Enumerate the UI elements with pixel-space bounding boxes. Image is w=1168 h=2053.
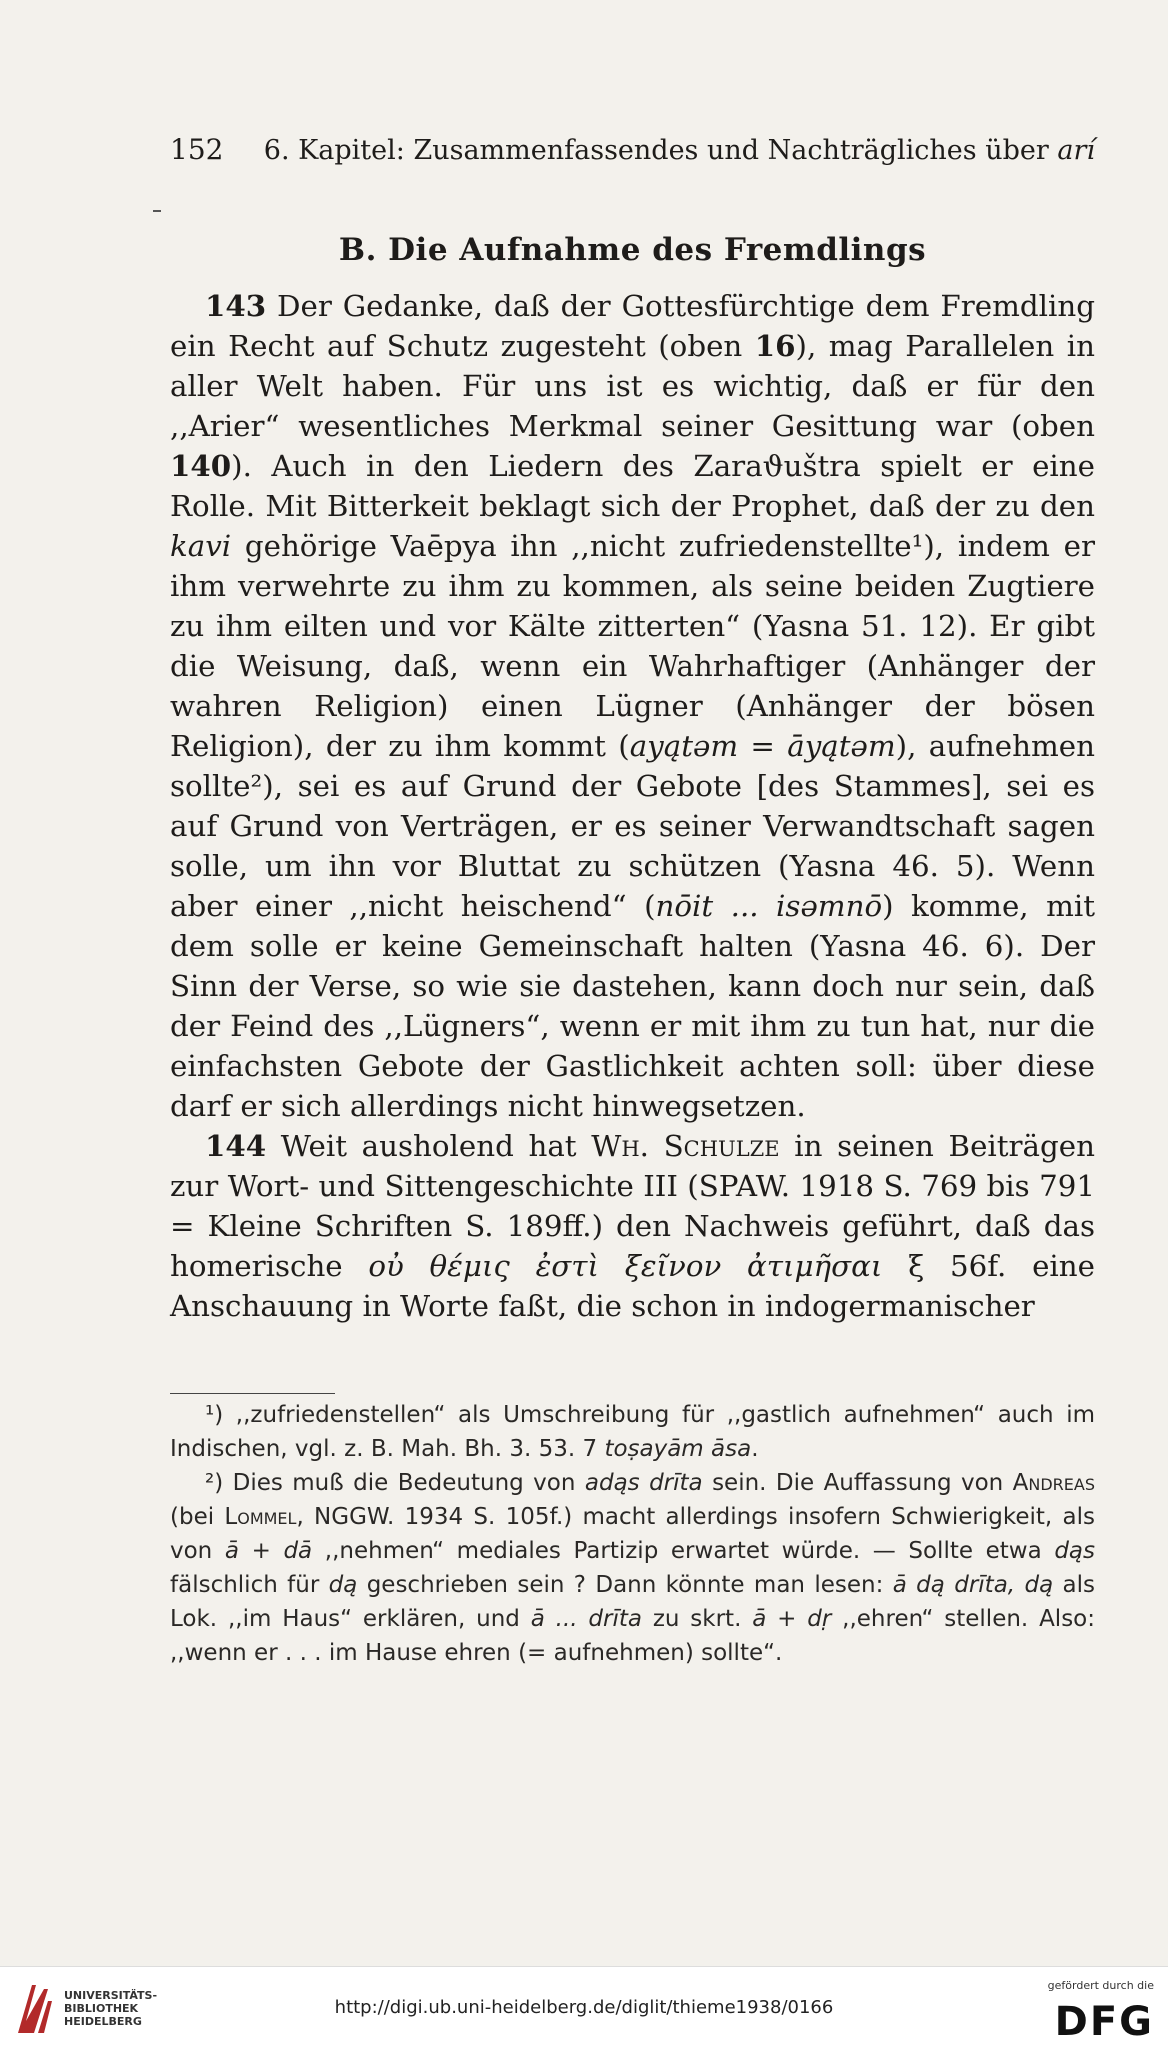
library-name: UNIVERSITÄTS- BIBLIOTHEK HEIDELBERG (64, 1989, 158, 2028)
main-text (170, 286, 1095, 1326)
page-number: 152 (170, 133, 224, 166)
footnote-1: ¹) ,,zufriedenstellen“ als Umschreibung für ,,gastlich aufnehmen“ auch im Indischen, vgl. z. B. Mah. Bh. 3. 53. 7 toṣayām āsa. (170, 1402, 1095, 1462)
running-header (170, 133, 1095, 166)
margin-mark (153, 210, 161, 212)
section-title: B. Die Aufnahme des Fremdlings (338, 232, 927, 268)
paragraph-number: 144 (205, 1128, 267, 1163)
dfg-logo: DFG (1054, 1999, 1154, 2045)
author-name: Wh. Schulze (591, 1129, 780, 1163)
paragraph-number: 143 (205, 288, 267, 323)
italic-term: ayątəm = āyątəm (629, 729, 896, 763)
viewer-footer (0, 1966, 1168, 2053)
paragraph-143: 143 Der Gedanke, daß der Gottesfürchtige dem Fremdling ein Recht auf Schutz zugesteht (oben 16), mag Parallelen in aller Welt haben. Für uns ist es wichtig, daß er für den ,,Arier“ wesentliches Merkmal seiner Gesittung war (oben 140). Auch in den Liedern des Zaraϑuštra spielt er eine Rolle. Mit Bitterkeit beklagt sich der Prophet, daß der zu den kavi gehörige Vaēpya ihn ,,nicht zufriedenstellte¹), indem er ihm verwehrte zu ihm zu kommen, als seine beiden Zugtiere zu ihm eilten und vor Kälte zitterten“ (Yasna 51. 12). Er gibt die Weisung, daß, wenn ein Wahrhaftiger (Anhänger der wahren Religion) einen Lügner (Anhänger der bösen Religion), der zu ihm kommt (ayątəm = āyątəm), aufnehmen sollte²), sei es auf Grund der Gebote [des Stammes], sei es auf Grund von Verträgen, er es seiner Verwandtschaft sagen solle, um ihn vor Bluttat zu schützen (Yasna 46. 5). Wenn aber einer ,,nicht heischend“ (nōit ... isəmnō) komme, mit dem solle er keine Gemeinschaft halten (Yasna 46. 6). Der Sinn der Verse, so wie sie dastehen, kann doch nur sein, daß der Feind des ,,Lügners“, wenn er mit ihm zu tun hat, nur die einfachsten Gebote der Gastlichkeit achten soll: über diese darf er sich allerdings nicht hinwegsetzen. (170, 288, 1095, 1123)
italic-term: nōit ... isəmnō (655, 889, 883, 923)
greek-quote: οὐ θέμις ἐστὶ ξεῖνον ἀτιμῆσαι (368, 1249, 883, 1283)
footnote-divider (170, 1393, 335, 1394)
paragraph-144: 144 Weit ausholend hat Wh. Schulze in seinen Beiträgen zur Wort- und Sittengeschichte III (SPAW. 1918 S. 769 bis 791 = Kleine Schriften S. 189ff.) den Nachweis geführt, daß das homerische οὐ θέμις ἐστὶ ξεῖνον ἀτιμῆσαι ξ 56f. eine Anschauung in Worte faßt, die schon in indogermanischer (170, 1128, 1095, 1323)
funding-note: gefördert durch die (1047, 1979, 1154, 1992)
running-title: 6. Kapitel: Zusammenfassendes und Nachträgliches über arí (263, 135, 1095, 166)
permalink-url[interactable]: http://digi.ub.uni-heidelberg.de/diglit/thieme1938/0166 (334, 1997, 834, 2018)
footnotes (170, 1398, 1095, 1670)
cross-reference: 16 (754, 328, 796, 363)
footnote-2: ²) Dies muß die Bedeutung von adąs drīta sein. Die Auffassung von Andreas (bei Lommel, NGGW. 1934 S. 105f.) macht allerdings insofern Schwierigkeit, als von ā + dā ,,nehmen“ mediales Partizip erwartet würde. — Sollte etwa dąs fälschlich für dą geschrieben sein ? Dann könnte man lesen: ā dą drīta, dą als Lok. ,,im Haus“ erklären, und ā ... drīta zu skrt. ā + dṛ ,,ehren“ stellen. Also: ,,wenn er . . . im Hause ehren (= aufnehmen) sollte“. (170, 1470, 1096, 1666)
italic-term: kavi (170, 529, 232, 563)
cross-reference: 140 (170, 448, 232, 483)
